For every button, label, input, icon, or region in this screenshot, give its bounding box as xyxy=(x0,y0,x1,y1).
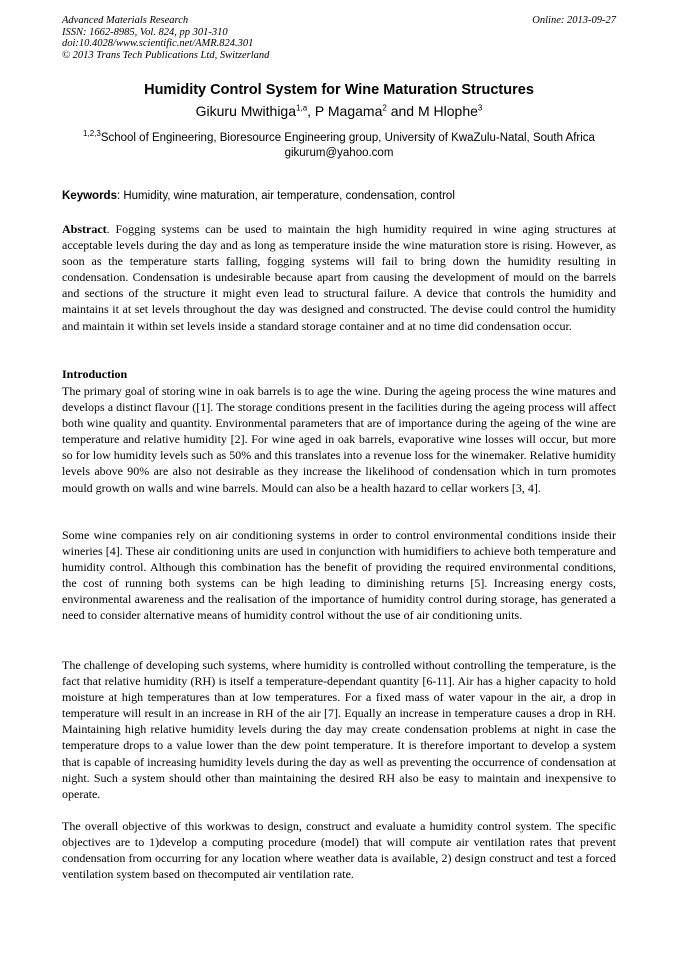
author-separator: , xyxy=(307,103,315,119)
journal-header xyxy=(62,15,616,61)
body-paragraph: The primary goal of storing wine in oak barrels is to age the wine. During the ageing process the wine matures and develops a distinct flavour ([1]. The storage conditions present in the facilities during the ageing process will affect both wine quality and quantity. Environmental parameters that are of importance during the ageing of the wine are temperature and relative humidity [2]. For wine aged in oak barrels, evaporative wine losses will occur, but more so for low humidity levels such as 50% and this translates into a revenue loss for the winemaker. Relative humidity levels above 90% are also not desirable as they increase the likelihood of condensation which in turn promotes mould growth on walls and wine barrels. Mould can also be a health hazard to cellar workers [3, 4]. xyxy=(62,384,616,495)
author-name: M Hlophe xyxy=(417,103,478,119)
author-affiliation-mark: 2 xyxy=(382,103,387,113)
abstract-text: . Fogging systems can be used to maintain the high humidity required in wine aging structures at acceptable levels during the day and as long as temperature inside the wine maturation store is rising. However, as soon as the temperature starts falling, fogging systems will fail to bring down the humidity resulting in condensation. Condensation is undesirable because apart from causing the development of mould on the barrels and sections of the structure it might even lead to structural failure. A device that controls the humidity and maintains it at set levels throughout the day was designed and constructed. The devise could control the humidity and maintain it within set levels inside a standard storage container and at no time did condensation occur. xyxy=(62,222,616,333)
author-name: P Magama xyxy=(314,103,383,119)
journal-name: Advanced Materials Research xyxy=(62,15,189,26)
doi-line: doi:10.4028/www.scientific.net/AMR.824.301 xyxy=(62,38,254,49)
author-separator: and xyxy=(386,103,418,119)
issn-line: ISSN: 1662-8985, Vol. 824, pp 301-310 xyxy=(62,26,228,38)
affiliation-block xyxy=(62,131,616,160)
body-paragraph: The challenge of developing such systems, where humidity is controlled without controlling the temperature, is the fact that relative humidity (RH) is itself a temperature-dependant quantity [6-11]. Air has a higher capacity to hold moisture at high temperatures than at low temperatures. For a fixed mass of water vapour in the air, a drop in temperature will result in an increase in RH of the air [7]. Equally an increase in temperature causes a drop in RH. Maintaining high relative humidity levels during the day may create condensation problems at night in case the temperature drops to a value lower than the dew point temperature. It is therefore important to develop a system that is capable of increasing humidity levels during the day as well as preventing the occurrence of condensation at night. Such a system should other than maintaining the desired RH also be easy to maintain and inexpensive to operate. xyxy=(62,658,616,801)
keywords-line xyxy=(62,190,616,202)
online-date: Online: 2013-09-27 xyxy=(532,15,616,26)
affiliation-mark: 1,2,3 xyxy=(83,129,101,139)
author-email: gikurum@yahoo.com xyxy=(284,146,394,159)
affiliation-text: School of Engineering, Bioresource Engineering group, University of KwaZulu-Natal, South Africa xyxy=(100,132,595,144)
author-name: Gikuru Mwithiga xyxy=(195,103,297,119)
affiliation-line xyxy=(62,131,616,146)
author-affiliation-mark: 1,a xyxy=(296,103,308,113)
body-paragraph: The overall objective of this workwas to design, construct and evaluate a humidity control system. The specific objectives are to 1)develop a computing procedure (model) that will compute air ventilation rates that prevent condensation from occurring for any location where weather data is available, 2) design construct and test a forced ventilation system based on thecomputed air ventilation rate. xyxy=(62,819,616,882)
keywords-text: : Humidity, wine maturation, air temperature, condensation, control xyxy=(116,190,455,202)
abstract-paragraph xyxy=(62,221,616,334)
keywords-label: Keywords xyxy=(62,190,117,202)
author-list xyxy=(62,103,616,119)
body-paragraph: Some wine companies rely on air conditioning systems in order to control environmental conditions inside their wineries [4]. These air conditioning units are used in conjunction with humidifiers to achieve both temperature and humidity control. Although this combination has the benefit of providing the required environmental conditions, the cost of running both systems can be high leading to diminishing returns [5]. Increasing energy costs, environmental awareness and the realisation of the importance of humidity control during storage, has generated a need to consider alternative means of humidity control without the use of air conditioning units. xyxy=(62,528,616,623)
abstract-label: Abstract xyxy=(62,222,107,236)
section-heading-introduction: Introduction xyxy=(62,367,128,381)
author-affiliation-mark: 3 xyxy=(477,103,483,113)
paper-title: Humidity Control System for Wine Maturation Structures xyxy=(144,82,534,98)
copyright-line: © 2013 Trans Tech Publications Ltd, Switzerland xyxy=(62,49,270,61)
